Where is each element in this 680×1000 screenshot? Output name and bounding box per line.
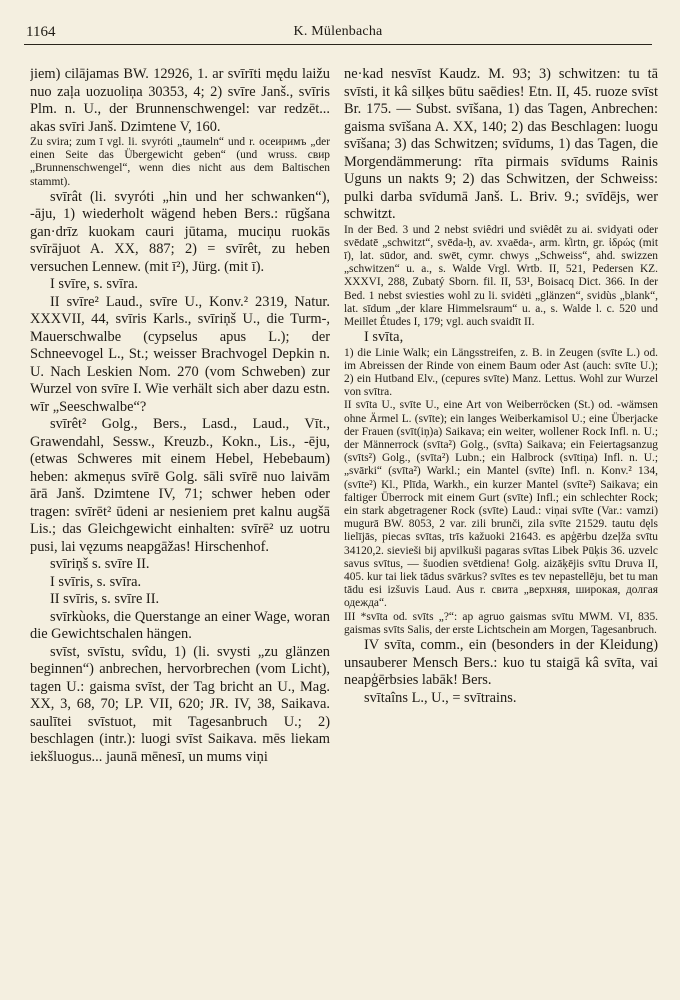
dictionary-entry: I svīta, [364, 329, 404, 346]
running-title: K. Mülenbacha [293, 24, 383, 39]
dictionary-entry: 1) die Linie Walk; ein Längsstreifen, z. B. in Zeugen (svīte L.) od. im Abreissen der Rinde von einem Baum oder Ast (auch: svīte U.); 2) ein Hutband Elv., (cepures svīte) Manz. Lettus. Wohl zur Wurzel von svītra. [344, 346, 658, 399]
dictionary-entry: II svīta U., svīte U., eine Art von Weiberröcken (St.) od. -wämsen ohne Ärmel L. (svīte); ein langes Weiberkamisol U.; eine Überjacke der Frauen (svīt(iņ)a) Saikava; ein weiter, wollener Rock Infl. n. U.; der Männerrock (svīta²) Golg., (svīta) Saikava; ein Feiertagsanzug (svīts²) Golg., (svīta²) Lubn.; ein Halbrock (svītiņa) Infl. n. U.; „svārki“ (svīta²) Warkl.; ein Mantel (svīte) Infl. n. Konv.² 134, (svīte²) Kl., Plīda, Warkh., ein kurzer Mantel (svīte²) Saikava; ein faltiger Überrock mit einem Gurt (svīte) Infl.; ein schlechter Rock; ein stark abgetragener Rock (svīte) Laud.: viņai svīte (Var.: vamzi) mugurā BW. 8053, 2 var. zili brunči, zila svīte 21529. tautu dęls lielījās, piecas svītas, trīs kažuoki 21643. es apģērbu dzeļža svītu 34120,2. sievieši bij apvilkuši pagaras svītas Libek Pūķis 36. uzvelc savus svītus, — šuodien svētdiena! Golg. aizāķējis svītu Druva II, 405. kur tai liek tādus svārkus? svītes es tev nepastellēju, bet tu man tādu esi izšuvis Laud. Aus r. свита „верхняя, широкая, долгая одежда“. [344, 399, 658, 610]
right-column [344, 66, 658, 996]
dictionary-entry: svīrât (li. svyróti „hin und her schwanken“), -āju, 1) wiederholt wägend heben Bers.: rūgšana gan·drīz kuokam cauri jūtama, muciņu ruokās svīrājuot A. XX, 887; 2) = svīrêt, zu heben versuchen Lennew. (mit ī²), Jürg. (mit ī). [30, 188, 330, 275]
dictionary-entry: Zu svira; zum ī vgl. li. svyróti „taumeln“ und r. осеиримъ „der einen Seite das Übergewicht geben“ (und wruss. свир „Brunnenschwengel“, wenn dies nicht aus dem Baltischen stammt). [30, 136, 330, 188]
dictionary-entry: svīst, svīstu, svîdu, 1) (li. svysti „zu glänzen beginnen“) anbrechen, hervorbrechen (vom Licht), tagen U.: gaisma svīst, der Tag bricht an U., Mag. XX, 3, 68, 70; LP. VII, 620; JR. IV, 38, Saikava. saulītei svīstuot, mit Tagesanbruch U.; 2) beschlagen (intr.): luogi svīst Saikava. mēs liekam iekšluogus... jaunā mēnesī, un mums viņi [30, 643, 330, 765]
dictionary-entry: svīrkùoks, die Querstange an einer Wage, woran die Gewichtschalen hängen. [30, 608, 330, 643]
dictionary-entry: IV svīta, comm., ein (besonders in der Kleidung) unsauberer Mensch Bers.: kuo tu staigā kâ svīta, vai neapģērbsies labāk! Bers. [344, 637, 658, 689]
dictionary-entry: In der Bed. 3 und 2 nebst sviêdri und sviêdêt zu ai. svidyati oder svēdatē „schwitzt“, svēda-ḥ, av. xvaēda-, arm. k̔irtn, gr. ἱδρώς (mit ī), lat. sūdor, and. swēt, cymr. chwys „Schweiss“, ahd. swizzen „schwitzen“ u. a., s. Walde Vrgl. Wrtb. II, 521, Pedersen KZ. XXXVI, 288, Zubatý Sborn. fil. II, 53¹, Boisacq Dict. 366. In der Bed. 1 nebst sviesties wohl zu li. svidėti „glänzen“, svidùs „blank“, lat. sīdum „der klare Himmelsraum“ u. a., s. Walde l. c. 520 und Meillet Études I, 179; vgl. auch svaidīt II. [344, 223, 658, 328]
dictionary-entry: ne·kad nesvīst Kaudz. M. 93; 3) schwitzen: tu tā svīsti, it kâ silķes būtu saēdies! Etn. II, 45. ruoze svīst Br. 175. — Subst. svīšana, 1) das Tagen, Anbrechen: gaisma svīšana A. XX, 140; 2) das Beschlagen: luogu svīšana; 3) das Schwitzen; svīdums, 1) das Tagen, die Morgendämmerung: rīta pirmais svīdums Rainis Uguns un nakts 9; 2) das Schwitzen, der Schweiss: pulki darba svīdumā Janš. L. Briv. 9.; svīdējs, wer schwitzt. [344, 66, 658, 222]
dictionary-entry: svīriņš s. svīre II. [50, 556, 150, 573]
dictionary-entry: svīrêt² Golg., Bers., Lasd., Laud., Vīt., Grawendahl, Sessw., Kreuzb., Kokn., Lis., -ēju, (etwas Schweres mit einem Hebel, Hebebaum) heben: akmeņus svīrē Golg. sāli svīrē nuo laivām ārā Janš. Dzimtene IV, 71; schwer heben oder tragen: svīrēt² ūdeni ar nesieniem pret kalnu augšā Lis.; das Gleichgewicht einhalten: svīrē² uz uotru pusi, lai vęzums neapgāžas! Hirschenhof. [30, 416, 330, 555]
dictionary-entry: I svīris, s. svīra. [50, 573, 142, 590]
left-column [30, 66, 330, 996]
dictionary-entry: III *svīta od. svīts „?“: ap agruo gaismas svītu MWM. VI, 835. gaismas svīts Salis, der erste Lichtschein am Morgen, Tagesanbruch. [344, 610, 658, 636]
dictionary-entry: I svīre, s. svīra. [50, 276, 138, 293]
dictionary-entry: II svīre² Laud., svīre U., Konv.² 2319, Natur. XXXVII, 44, svīris Karls., svīriņš U., die Turm-, Mauerschwalbe (cypselus apus L.); der Schneevogel L., St.; weisser Brachvogel Depkin n. U. Nach Leskien Nom. 270 (vom Schweben) zur Wurzel von svīre I. Wie verhält sich aber dazu estn. wīr „Seeschwalbe“? [30, 293, 330, 415]
running-header [24, 10, 652, 45]
page-number: 1164 [26, 24, 56, 40]
dictionary-entry: svītaîns L., U., = svītrains. [364, 689, 517, 706]
dictionary-entry: jiem) cilājamas BW. 12926, 1. ar svīrīti mędu laižu nuo zaļa uozuoliņa 30353, 4; 2) svīre Janš., svīris Plm. n. U., der Brunnenschwengel: var redzēt... akas svīri Janš. Dzimtene V, 160. [30, 66, 330, 135]
dictionary-entry: II svīris, s. svīre II. [50, 591, 160, 608]
